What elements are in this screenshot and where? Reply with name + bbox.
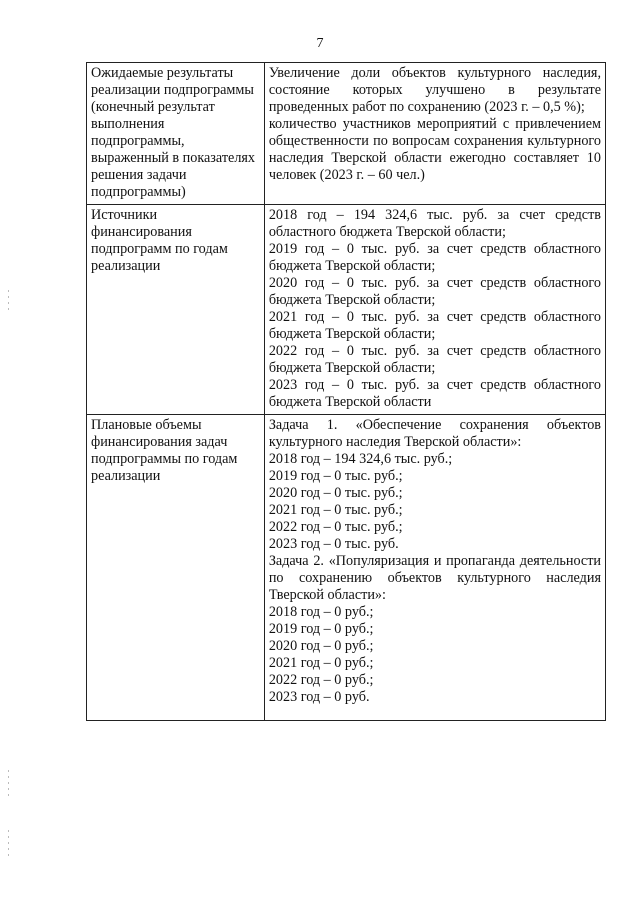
- row-label-cell: [87, 205, 265, 415]
- task-year-line: 2022 год – 0 руб.;: [268, 672, 374, 688]
- task-year-line: 2022 год – 0 тыс. руб.;: [268, 519, 403, 535]
- funding-line: 2022 год – 0 тыс. руб. за счет средств областного бюджета Тверской области;: [268, 343, 601, 376]
- funding-line: 2018 год – 194 324,6 тыс. руб. за счет средств областного бюджета Тверской области;: [268, 207, 601, 240]
- task-title: Задача 2. «Популяризация и пропаганда деятельности по сохранению объектов культурного наследия Тверской области»:: [268, 553, 601, 603]
- task-year-line: 2020 год – 0 тыс. руб.;: [268, 485, 403, 501]
- task-year-line: 2019 год – 0 руб.;: [268, 621, 374, 637]
- task-year-line: 2021 год – 0 тыс. руб.;: [268, 502, 403, 518]
- task-year-line: 2023 год – 0 руб.: [268, 689, 370, 705]
- table-row: [87, 415, 606, 721]
- row-label: Ожидаемые результаты реализации подпрограммы (конечный результат выполнения подпрограммы, выраженный в показателях решения задачи подпрограммы): [91, 65, 256, 200]
- funding-line: 2020 год – 0 тыс. руб. за счет средств областного бюджета Тверской области;: [268, 275, 601, 308]
- row-content-cell: [264, 415, 605, 721]
- passport-table: [86, 62, 606, 721]
- task-title: Задача 1. «Обеспечение сохранения объектов культурного наследия Тверской области»:: [268, 417, 601, 450]
- task-year-line: 2021 год – 0 руб.;: [268, 655, 374, 671]
- scan-artifact: [8, 770, 9, 796]
- funding-line: 2021 год – 0 тыс. руб. за счет средств областного бюджета Тверской области;: [268, 309, 601, 342]
- row-content-cell: [264, 63, 605, 205]
- funding-line: 2023 год – 0 тыс. руб. за счет средств областного бюджета Тверской области: [268, 377, 601, 410]
- row-label: Плановые объемы финансирования задач подпрограммы по годам реализации: [91, 417, 238, 484]
- table-row: [87, 63, 606, 205]
- result-text: количество участников мероприятий с привлечением общественности по вопросам сохранения культурного наследия Тверской области ежегодно составляет 10 человек (2023 г. – 60 чел.): [268, 116, 601, 183]
- row-label-cell: [87, 415, 265, 721]
- task-year-line: 2020 год – 0 руб.;: [268, 638, 374, 654]
- task-year-line: 2018 год – 0 руб.;: [268, 604, 374, 620]
- row-content-cell: [264, 205, 605, 415]
- task-year-line: 2018 год – 194 324,6 тыс. руб.;: [268, 451, 453, 467]
- task-year-line: 2023 год – 0 тыс. руб.: [268, 536, 399, 552]
- table-row: [87, 205, 606, 415]
- row-label-cell: [87, 63, 265, 205]
- task-year-line: 2019 год – 0 тыс. руб.;: [268, 468, 403, 484]
- scan-artifact: [8, 830, 9, 858]
- funding-line: 2019 год – 0 тыс. руб. за счет средств областного бюджета Тверской области;: [268, 241, 601, 274]
- scan-artifact: [8, 290, 9, 312]
- page-number: 7: [316, 36, 324, 51]
- row-label: Источники финансирования подпрограмм по годам реализации: [91, 207, 228, 274]
- result-text: Увеличение доли объектов культурного наследия, состояние которых улучшено в результате проведенных работ по сохранению (2023 г. – 0,5 %);: [268, 65, 601, 115]
